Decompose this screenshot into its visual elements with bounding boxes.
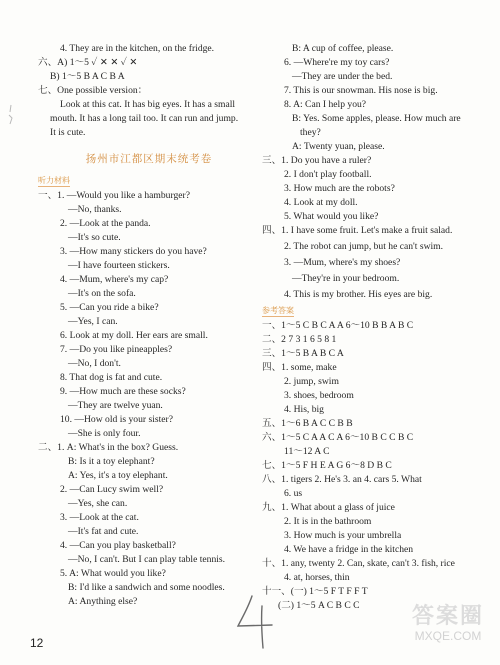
text-line: —I have fourteen stickers. [68,260,170,271]
text-line: 4. Look at my doll. [284,197,358,208]
text-line: 3. —Look at the cat. [60,512,139,523]
text-line: 二、2 7 3 1 6 5 8 1 [262,334,337,345]
answer-key-tag: 参考答案 [262,306,294,315]
text-line: mouth. It has a long tail too. It can run and jump. [50,113,239,124]
listening-script [38,189,260,609]
text-line: 6. —Where're my toy cars? [284,57,390,68]
text-line: —It's fat and cute. [68,526,139,537]
text-line: 八、1. tigers 2. He's 3. an 4. cars 5. What [262,474,422,485]
text-line: B: A cup of coffee, please. [292,43,394,54]
text-line: —They are twelve yuan. [68,400,163,411]
text-line: 5. —Can you ride a bike? [60,302,159,313]
watermark-logo [402,603,494,661]
text-line: 3. —How many stickers do you have? [60,246,207,257]
text-line: A: Anything else? [68,596,138,607]
text-line: Look at this cat. It has big eyes. It has a small [60,99,236,110]
text-line: 2. —Can Lucy swim well? [60,484,164,495]
text-line: 8. A: Can I help you? [284,99,367,110]
text-line: 8. That dog is fat and cute. [60,372,163,383]
right-column [262,42,484,613]
section-title: 扬州市江都区期末统考卷 [85,153,213,165]
text-line: 4. at, horses, thin [284,572,350,583]
watermark-text: 答案圈 [411,603,484,628]
text-line: 7. —Do you like pineapples? [60,344,173,355]
text-line: —No, thanks. [68,204,122,215]
text-line: —No, I can't. But I can play table tennis. [68,554,226,565]
text-line: —They're in your bedroom. [292,273,400,284]
text-line: 六、1～5 C A A C A 6～10 B C C B C [262,432,414,443]
text-line: 四、1. some, make [262,362,337,373]
text-line: 五、1～6 B A C C B B [262,418,353,429]
text-line: 6. Look at my doll. Her ears are small. [60,330,208,341]
listening-script-continued [262,42,484,304]
text-line: 2. It is in the bathroom [284,516,372,527]
text-line: —No, I don't. [68,358,121,369]
text-line: 4. —Mum, where's my cap? [60,274,169,285]
text-line: A: Twenty yuan, please. [292,141,385,152]
text-line: 5. A: What would you like? [60,568,166,579]
text-line: —Yes, I can. [68,316,118,327]
text-line: 9. —How much are these socks? [60,386,186,397]
text-line: A: Yes, it's a toy elephant. [68,470,168,481]
page-number: 12 [30,636,44,650]
text-line: B: Is it a toy elephant? [68,456,155,467]
text-line: —She is only four. [68,428,141,439]
text-line: 3. —Mum, where's my shoes? [284,257,401,268]
text-line: —It's on the sofa. [68,288,136,299]
text-line: 4. This is my brother. His eyes are big. [284,289,433,300]
text-line: —It's so cute. [68,232,121,243]
text-line: 2. —Look at the panda. [60,218,151,229]
text-line: B: I'd like a sandwich and some noodles. [68,582,225,593]
text-line: 一、1～5 C B C A A 6～10 B B A B C [262,320,414,331]
text-line: 一、1. —Would you like a hamburger? [38,190,190,201]
text-line: 3. How much is your umbrella [284,530,402,541]
answer-key [262,319,484,613]
text-line: 十一、(一) 1～5 F T F F T [262,586,368,597]
text-line: (二) 1～5 A C B C C [278,600,360,611]
text-line: 三、1. Do you have a ruler? [262,155,372,166]
text-line: 二、1. A: What's in the box? Guess. [38,442,179,453]
text-line: 4. They are in the kitchen, on the fridge. [60,43,215,54]
text-line: 10. —How old is your sister? [60,414,173,425]
text-line: B: Yes. Some apples, please. How much are [292,113,461,124]
text-line: 四、1. I have some fruit. Let's make a fruit salad. [262,225,453,236]
left-column [38,42,260,609]
text-line: they? [300,127,321,138]
text-line: 九、1. What about a glass of juice [262,502,395,513]
listening-material-tag: 听力材料 [38,176,70,185]
margin-pencil-mark [6,104,16,126]
text-line: 3. shoes, bedroom [284,390,354,401]
text-line: 十、1. any, twenty 2. Can, skate, can't 3. fish, rice [262,558,455,569]
text-line: —They are under the bed. [292,71,393,82]
text-line: 6. us [284,488,303,499]
watermark-url: MXQE.COM [414,629,482,643]
handwritten-number [232,592,278,650]
text-line: 2. jump, swim [284,376,339,387]
text-line: 5. What would you like? [284,211,379,222]
text-line: B) 1～5 B A C B A [50,71,125,82]
text-line: It is cute. [50,127,86,138]
text-line: 4. —Can you play basketball? [60,540,176,551]
text-line: 11～12 A C [284,446,330,457]
text-line: 2. The robot can jump, but he can't swim. [284,241,444,252]
text-line: 4. His, big [284,404,324,415]
text-line: 三、1～5 B A B C A [262,348,344,359]
text-line: 7. This is our snowman. His nose is big. [284,85,438,96]
left-top-answers [38,42,260,140]
text-line: 3. How much are the robots? [284,183,395,194]
text-line: 4. We have a fridge in the kitchen [284,544,414,555]
text-line: 六、A) 1～5 ✓ ✕ ✕ ✓ ✕ [38,57,138,68]
text-line: 七、One possible version： [38,85,148,96]
text-line: 2. I don't play football. [284,169,372,180]
text-line: —Yes, she can. [68,498,128,509]
text-line: 七、1～5 F H E A G 6～8 D B C [262,460,392,471]
